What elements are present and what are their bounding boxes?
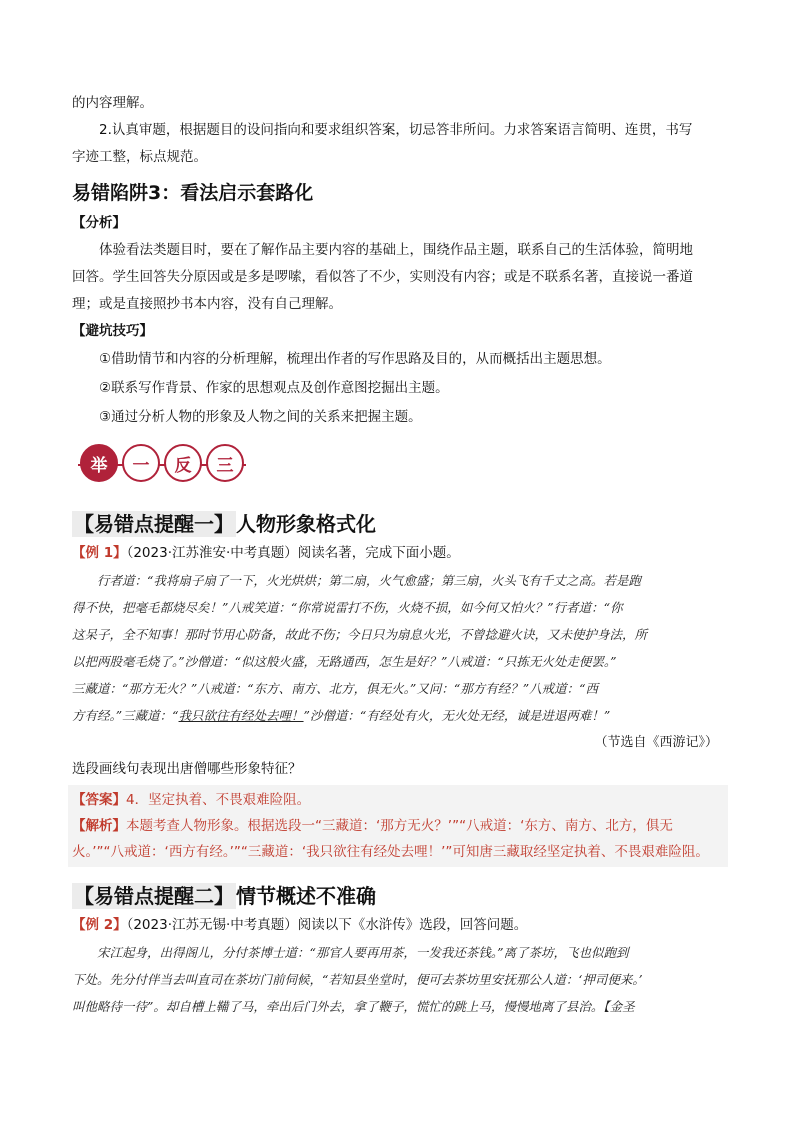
- analysis-line-3: 理；或是直接照抄书本内容，没有自己理解。: [72, 296, 342, 312]
- analysis-line-2: 回答。学生回答失分原因或是多是啰嗦，看似答了不少，实则没有内容；或是不联系名著，直接说一番道: [72, 269, 693, 285]
- point1-heading: [72, 508, 724, 540]
- passage1-underlined: 我只欲往有经处去哩！: [178, 708, 304, 723]
- point1-section: [72, 508, 724, 867]
- banner-char: 举: [80, 444, 118, 482]
- example1-label: 【例 1】: [72, 545, 127, 561]
- passage2-line: 下处。先分付伴当去叫直司在茶坊门前伺候，“若知县坐堂时，便可去茶坊里安抚那公人道：‘押司便来。’: [72, 972, 643, 987]
- passage1-tail: ”沙僧道：“有经处有火，无火处无经，诚是进退两难！”: [303, 708, 611, 723]
- point2-section: [72, 880, 724, 1020]
- point1-heading-bracket: 【易错点提醒一】: [74, 512, 234, 536]
- point2-heading-bracket: 【易错点提醒二】: [74, 884, 234, 908]
- tips-tag: 【避坑技巧】: [72, 323, 153, 339]
- passage1-line-last: [72, 702, 724, 729]
- analysis1-line1: 本题考查人物形象。根据选段一“三藏道：‘那方无火？’”“八戒道：‘东方、南方、北方，俱无: [126, 818, 673, 834]
- tips-list: [72, 345, 724, 432]
- point2-heading-text: 情节概述不准确: [236, 884, 376, 908]
- passage1-source: （节选自《西游记》）: [594, 735, 718, 750]
- intro-line-1: 的内容理解。: [72, 95, 153, 111]
- example1-text: （2023·江苏淮安·中考真题）阅读名著，完成下面小题。: [126, 545, 460, 561]
- intro-block: [72, 90, 724, 171]
- question1: 选段画线句表现出唐僧哪些形象特征？: [72, 761, 302, 777]
- example2-label: 【例 2】: [72, 917, 127, 933]
- answer1-box: [68, 785, 728, 867]
- answer1-text: 4．坚定执着、不畏艰难险阻。: [126, 792, 311, 808]
- point1-heading-text: 人物形象格式化: [236, 512, 376, 536]
- analysis1-line2: 火。’”“八戒道：‘西方有经。’”“三藏道：‘我只欲往有经处去哩！’”可知唐三藏取经坚定执着、不畏艰难险阻。: [72, 844, 709, 860]
- passage2-line: 宋江起身，出得阁儿，分付茶博士道：“那官人要再用茶，一发我还茶钱。”离了茶坊，飞也似跑到: [97, 945, 629, 960]
- banner-char: 反: [164, 444, 202, 482]
- example2-text: （2023·江苏无锡·中考真题）阅读以下《水浒传》选段，回答问题。: [126, 917, 528, 933]
- passage1-head: 方有经。”三藏道：“: [72, 708, 179, 723]
- example1: [72, 540, 724, 567]
- passage1-line: 得不快，把毫毛都烧尽矣！”八戒笑道：“你常说雷打不伤，火烧不损，如今何又怕火？”行者道：“你: [72, 600, 623, 615]
- point2-heading: [72, 880, 724, 912]
- banner-char: 一: [122, 444, 160, 482]
- trap3-title: 易错陷阱3：看法启示套路化: [72, 182, 314, 204]
- banner-char: 三: [206, 444, 244, 482]
- analysis-line-1: 体验看法类题目时，要在了解作品主要内容的基础上，围绕作品主题，联系自己的生活体验，简明地: [99, 242, 693, 258]
- juyifansan-banner: [78, 444, 246, 486]
- passage2-line: 叫他略待一待”。却自槽上鞴了马，牵出后门外去，拿了鞭子，慌忙的跳上马，慢慢地离了县治。【金圣: [72, 999, 635, 1014]
- answer1-label: 【答案】: [72, 792, 126, 808]
- tip-item: ①借助情节和内容的分析理解，梳理出作者的写作思路及目的，从而概括出主题思想。: [99, 351, 611, 367]
- analysis-tag: 【分析】: [72, 215, 126, 231]
- passage1-line: 这呆子，全不知事！那时节用心防备，故此不伤；今日只为扇息火光，不曾捻避火诀，又未使护身法，所: [72, 627, 648, 642]
- passage1-line: 行者道：“我将扇子扇了一下，火光烘烘；第二扇，火气愈盛；第三扇，火头飞有千丈之高。若是跑: [97, 573, 641, 588]
- intro-line-2: 2.认真审题，根据题目的设问指向和要求组织答案，切忌答非所问。力求答案语言简明、连贯，书写: [99, 122, 693, 138]
- analysis1-label: 【解析】: [72, 818, 126, 834]
- example2: [72, 912, 724, 939]
- analysis1: [72, 813, 724, 839]
- trap3-section: [72, 176, 724, 432]
- passage1-line: 以把两股毫毛烧了。”沙僧道：“似这般火盛，无路通西，怎生是好？”八戒道：“只拣无火处走便罢。”: [72, 654, 617, 669]
- answer1: [72, 787, 724, 813]
- tip-item: ③通过分析人物的形象及人物之间的关系来把握主题。: [99, 409, 422, 425]
- intro-line-3: 字迹工整，标点规范。: [72, 149, 207, 165]
- passage1-line: 三藏道：“那方无火？”八戒道：“东方、南方、北方，俱无火。”又问：“那方有经？”八戒道：“西: [72, 681, 598, 696]
- tip-item: ②联系写作背景、作家的思想观点及创作意图挖掘出主题。: [99, 380, 449, 396]
